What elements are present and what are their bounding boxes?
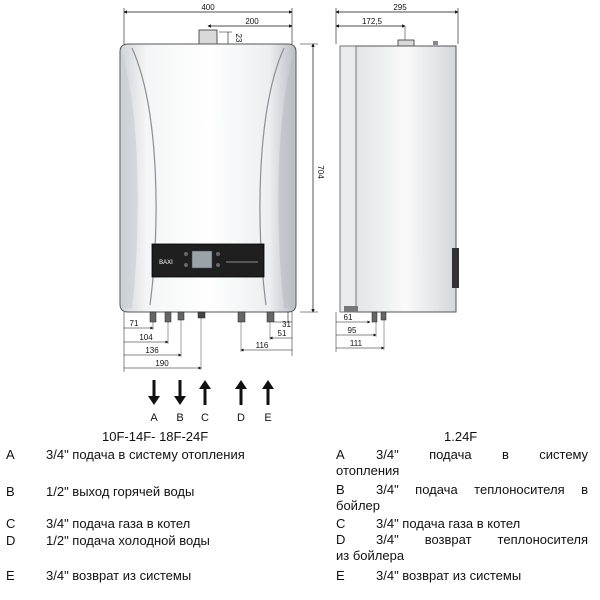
- right-legend-item-d: [336, 532, 598, 564]
- flow-arrow-head: [174, 396, 186, 405]
- dim-71-label: 71: [129, 319, 139, 328]
- right-legend-letter: B: [336, 482, 345, 497]
- connection-d: [238, 312, 245, 322]
- left-legend-letter: E: [6, 568, 15, 583]
- connection-c: [198, 312, 205, 318]
- right-legend-letter: A: [336, 447, 345, 462]
- flow-arrow-a: [148, 380, 160, 424]
- flow-arrow-head: [148, 396, 160, 405]
- right-legend-letter: E: [336, 568, 345, 583]
- left-legend-item-c: [6, 516, 306, 532]
- right-legend-title: 1.24F: [444, 429, 478, 444]
- flow-arrow-label: C: [201, 412, 209, 424]
- right-legend-letter: C: [336, 516, 346, 531]
- side-mount-plate: [340, 46, 356, 312]
- side-bracket: [344, 306, 358, 312]
- dim-31-label: 31: [282, 320, 291, 329]
- flow-arrow-head: [262, 380, 274, 389]
- flow-arrow-label: D: [237, 412, 245, 424]
- flow-arrow-e: [262, 380, 274, 424]
- dim-295-label: 295: [393, 3, 407, 12]
- right-legend-line2: отопления: [336, 463, 400, 478]
- dim-95-label: 95: [347, 326, 357, 335]
- flow-arrow-shaft: [267, 388, 270, 405]
- side-top-nub: [433, 41, 438, 45]
- dim-116-label: 116: [255, 341, 269, 350]
- flow-arrow-head: [199, 380, 211, 389]
- left-legend-item-b: [6, 484, 306, 500]
- front-view: [120, 3, 325, 372]
- side-panel-edge: [452, 248, 459, 288]
- side-body: [356, 46, 456, 312]
- lcd-display: [192, 251, 212, 268]
- left-legend-text: 3/4" возврат из системы: [46, 568, 192, 583]
- left-legend-title: 10F-14F- 18F-24F: [102, 429, 209, 444]
- dim-400-label: 400: [201, 3, 215, 12]
- right-legend-item-c: [336, 516, 598, 532]
- dim-136-label: 136: [145, 346, 159, 355]
- right-legend-line1: 3/4" подача газа в котел: [376, 516, 521, 531]
- side-flue-pipe: [398, 40, 414, 46]
- right-legend-letter: D: [336, 532, 346, 547]
- flow-arrow-label: E: [264, 412, 272, 424]
- side-view: [336, 3, 459, 352]
- connection-a: [150, 312, 156, 322]
- flow-arrows: [148, 380, 274, 424]
- panel-button-3: [216, 252, 220, 256]
- left-legend-text: 3/4" подача газа в котел: [46, 516, 191, 531]
- side-connection-2: [381, 312, 386, 320]
- flow-arrow-shaft: [179, 380, 182, 397]
- brand-badge: BAXI: [159, 260, 173, 266]
- right-legend-line2: из бойлера: [336, 548, 405, 563]
- left-legend-item-d: [6, 533, 306, 549]
- dim-190-label: 190: [155, 359, 169, 368]
- dim-704-label: 704: [316, 165, 325, 179]
- side-connection-1: [372, 312, 377, 322]
- panel-button-2: [184, 263, 188, 267]
- dim-104-label: 104: [139, 333, 153, 342]
- flow-arrow-label: A: [150, 412, 158, 424]
- right-legend-line1: 3/4" подача в системy: [376, 447, 588, 462]
- flue-pipe: [199, 30, 217, 44]
- dim-111-label: 111: [349, 339, 363, 348]
- dim-172-label: 172,5: [361, 17, 383, 26]
- right-legend-item-a: [336, 447, 598, 479]
- dim-23-label: 23: [234, 33, 243, 43]
- connection-b2: [178, 312, 184, 320]
- flow-arrow-head: [235, 380, 247, 389]
- connection-b: [165, 312, 171, 322]
- panel-button-4: [216, 263, 220, 267]
- left-legend-text: 1/2" выход горячей воды: [46, 484, 195, 499]
- flow-arrow-shaft: [153, 380, 156, 397]
- left-legend-text: 3/4" подача в систему отопления: [46, 447, 245, 462]
- left-legend-letter: B: [6, 484, 15, 499]
- panel-button-1: [184, 252, 188, 256]
- dim-200-label: 200: [245, 17, 259, 26]
- right-legend-line1: 3/4" подача теплоносителя в: [376, 482, 588, 497]
- flow-arrow-b: [174, 380, 186, 424]
- right-legend-line1: 3/4" возврат теплоносителя: [376, 532, 588, 547]
- dim-51-label: 51: [277, 329, 287, 338]
- flow-arrow-label: B: [176, 412, 184, 424]
- left-legend-text: 1/2" подача холодной воды: [46, 533, 210, 548]
- right-legend-item-b: [336, 482, 598, 514]
- right-legend-line1: 3/4" возврат из системы: [376, 568, 522, 583]
- left-legend-letter: D: [6, 533, 16, 548]
- right-legend-item-e: [336, 568, 598, 584]
- flow-arrow-shaft: [204, 388, 207, 405]
- left-legend-item-e: [6, 568, 306, 584]
- left-legend-letter: A: [6, 447, 15, 462]
- right-legend-line2: бойлер: [336, 498, 380, 513]
- left-legend-letter: C: [6, 516, 16, 531]
- connection-e: [267, 312, 274, 322]
- flow-arrow-d: [235, 380, 247, 424]
- flow-arrow-c: [199, 380, 211, 424]
- left-legend-item-a: [6, 447, 306, 463]
- flow-arrow-shaft: [240, 388, 243, 405]
- dim-61-label: 61: [343, 313, 353, 322]
